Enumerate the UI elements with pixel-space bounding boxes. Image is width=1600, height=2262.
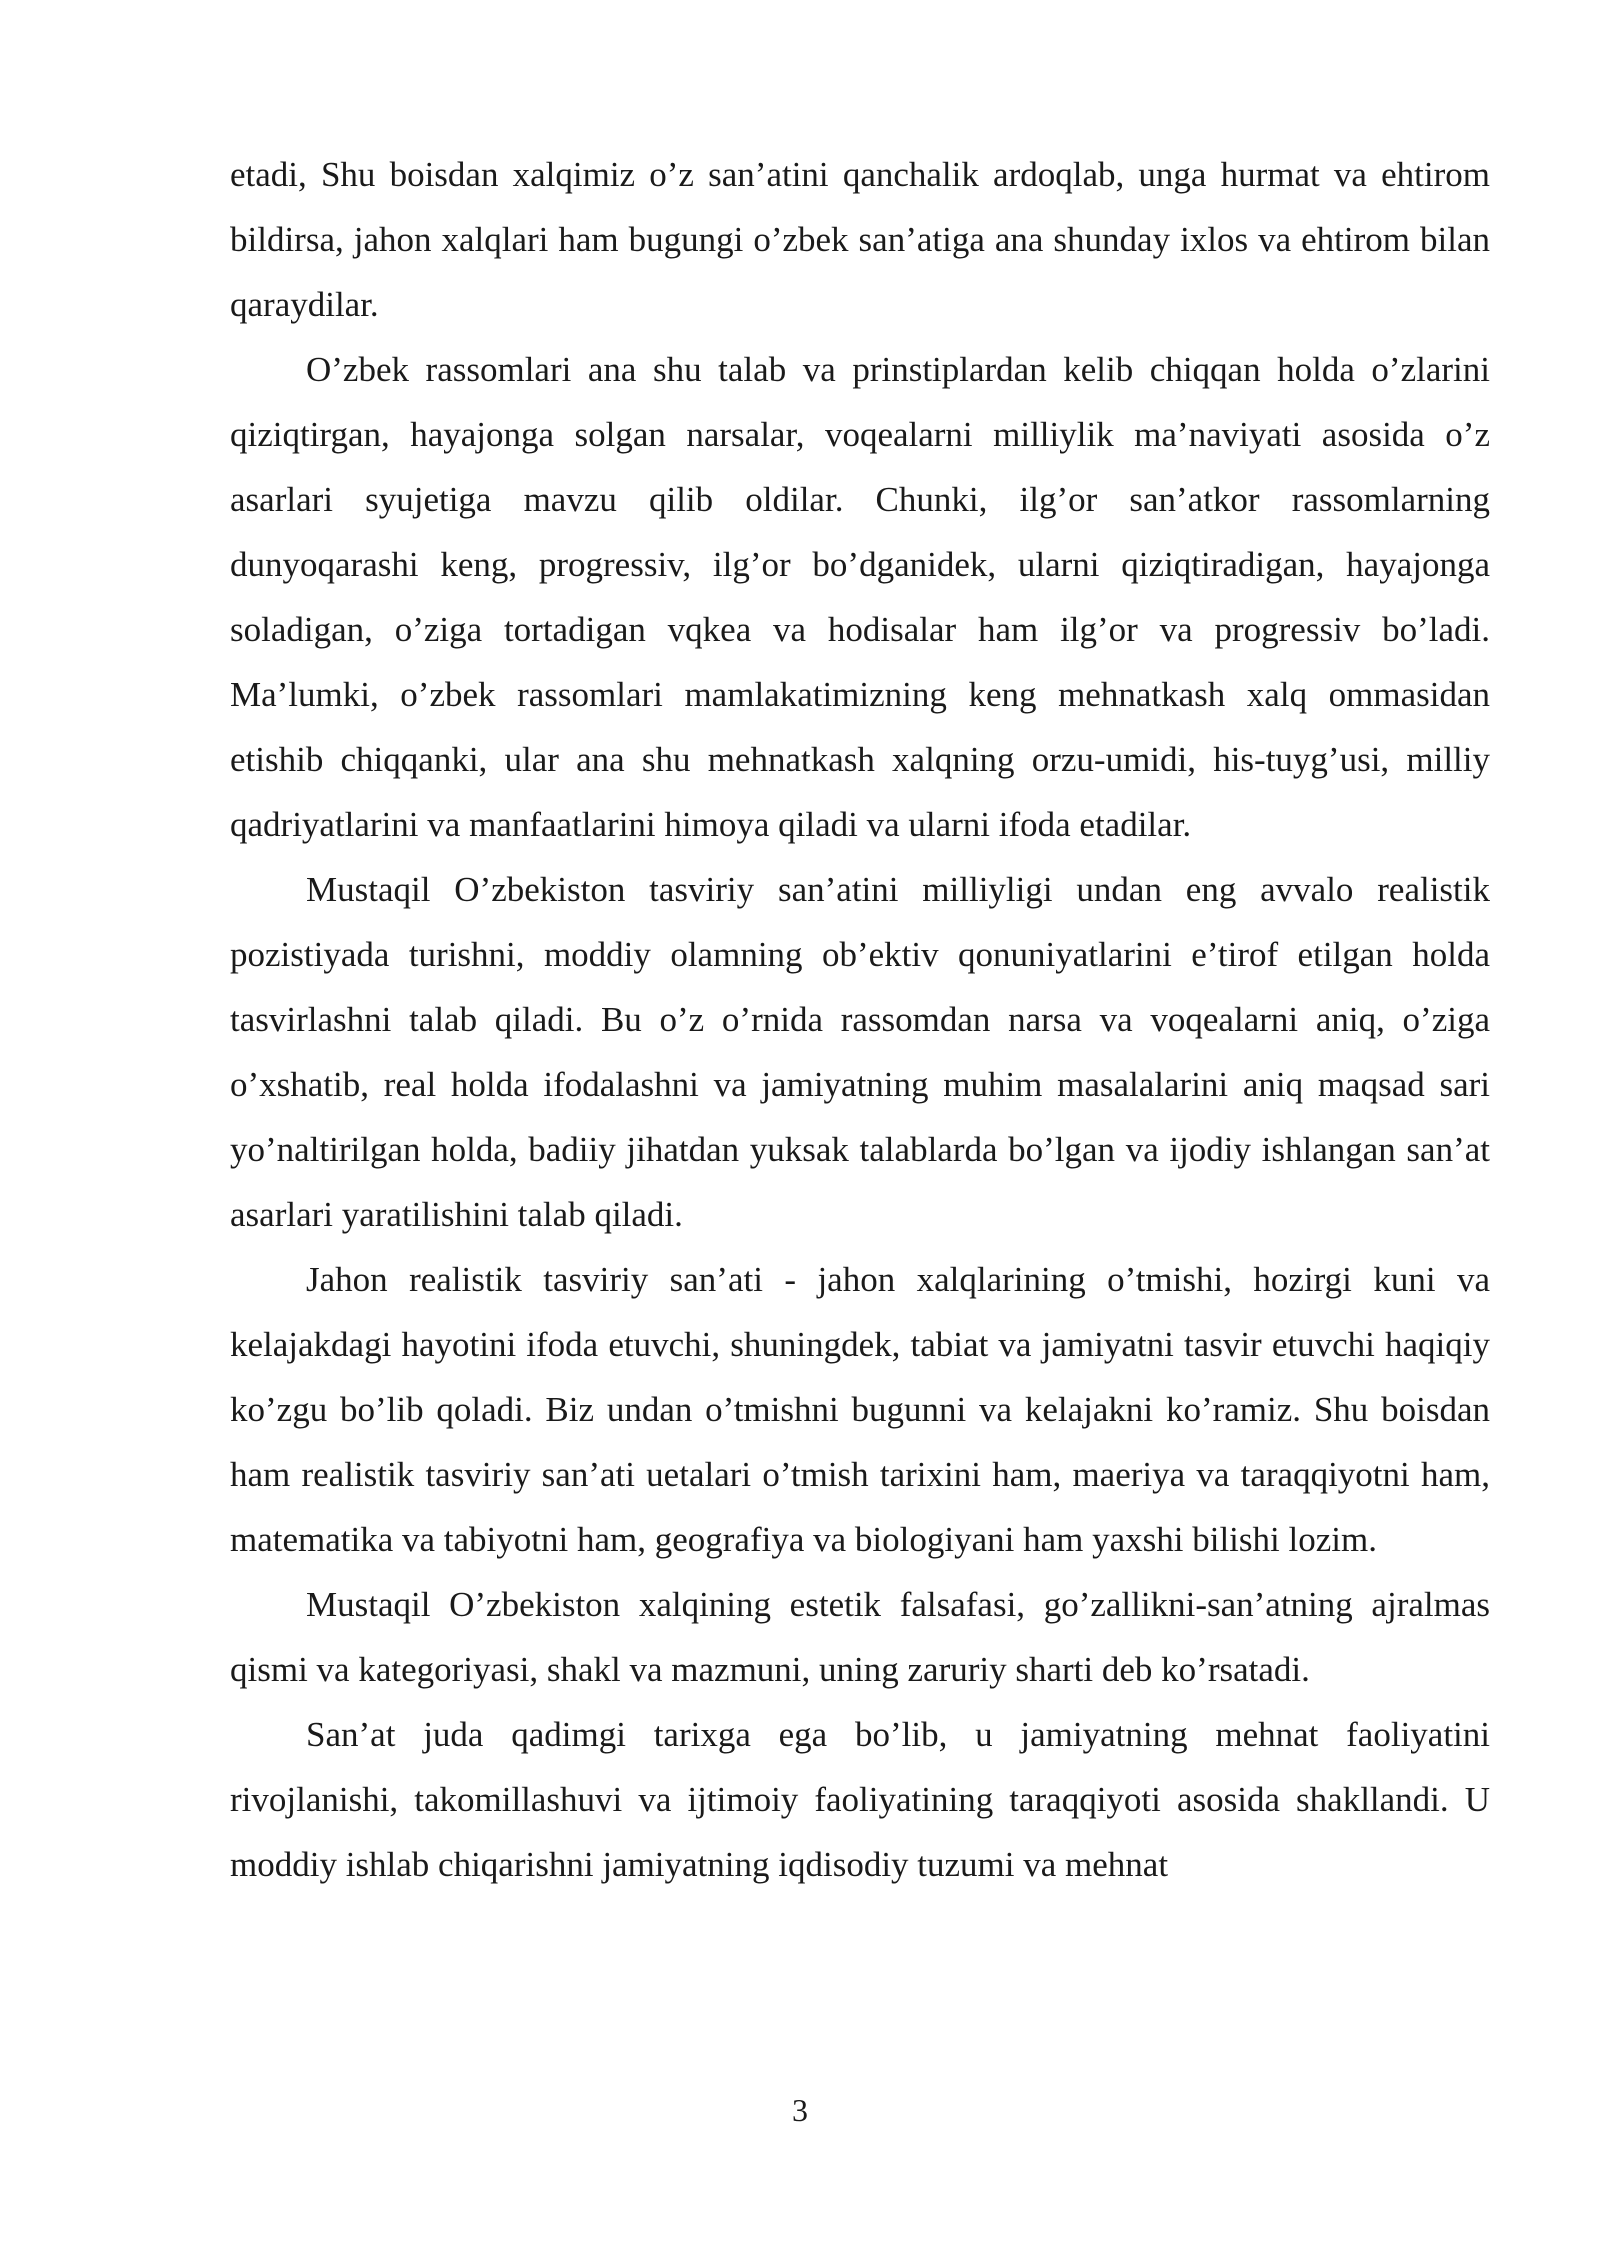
document-page <box>230 142 1490 1897</box>
paragraph-6: San’at juda qadimgi tarixga ega bo’lib, u jamiyatning mehnat faoliyatini rivojlanishi, takomillashuvi va ijtimoiy faoliyatining taraqqiyoti asosida shakllandi. U moddiy ishlab chiqarishni jamiyatning iqdisodiy tuzumi va mehnat <box>230 1715 1490 1884</box>
paragraph-3: Mustaqil O’zbekiston tasviriy san’atini milliyligi undan eng avvalo realistik pozistiyada turishni, moddiy olamning ob’ektiv qonuniyatlarini e’tirof etilgan holda tasvirlashni talab qiladi. Bu o’z o’rnida rassomdan narsa va voqealarni aniq, o’ziga o’xshatib, real holda ifodalashni va jamiyatning muhim masalalarini aniq maqsad sari yo’naltirilgan holda, badiiy jihatdan yuksak talablarda bo’lgan va ijodiy ishlangan san’at asarlari yaratilishini talab qiladi. <box>230 870 1490 1234</box>
paragraph-5: Mustaqil O’zbekiston xalqining estetik falsafasi, go’zallikni-san’atning ajralmas qismi va kategoriyasi, shakl va mazmuni, uning zaruriy sharti deb ko’rsatadi. <box>230 1585 1490 1689</box>
paragraph-1: etadi, Shu boisdan xalqimiz o’z san’atini qanchalik ardoqlab, unga hurmat va ehtirom bildirsa, jahon xalqlari ham bugungi o’zbek san’atiga ana shunday ixlos va ehtirom bilan qaraydilar. <box>230 155 1490 324</box>
page-number: 3 <box>792 2092 808 2128</box>
paragraph-4: Jahon realistik tasviriy san’ati - jahon xalqlarining o’tmishi, hozirgi kuni va kelajakdagi hayotini ifoda etuvchi, shuningdek, tabiat va jamiyatni tasvir etuvchi haqiqiy ko’zgu bo’lib qoladi. Biz undan o’tmishni bugunni va kelajakni ko’ramiz. Shu boisdan ham realistik tasviriy san’ati uetalari o’tmish tarixini ham, maeriya va taraqqiyotni ham, matematika va tabiyotni ham, geografiya va biologiyani ham yaxshi bilishi lozim. <box>230 1260 1490 1559</box>
paragraph-2: O’zbek rassomlari ana shu talab va prinstiplardan kelib chiqqan holda o’zlarini qiziqtirgan, hayajonga solgan narsalar, voqealarni milliylik ma’naviyati asosida o’z asarlari syujetiga mavzu qilib oldilar. Chunki, ilg’or san’atkor rassomlarning dunyoqarashi keng, progressiv, ilg’or bo’dganidek, ularni qiziqtiradigan, hayajonga soladigan, o’ziga tortadigan vqkea va hodisalar ham ilg’or va progressiv bo’ladi. Ma’lumki, o’zbek rassomlari mamlakatimizning keng mehnatkash xalq ommasidan etishib chiqqanki, ular ana shu mehnatkash xalqning orzu-umidi, his-tuyg’usi, milliy qadriyatlarini va manfaatlarini himoya qiladi va ularni ifoda etadilar. <box>230 350 1490 844</box>
